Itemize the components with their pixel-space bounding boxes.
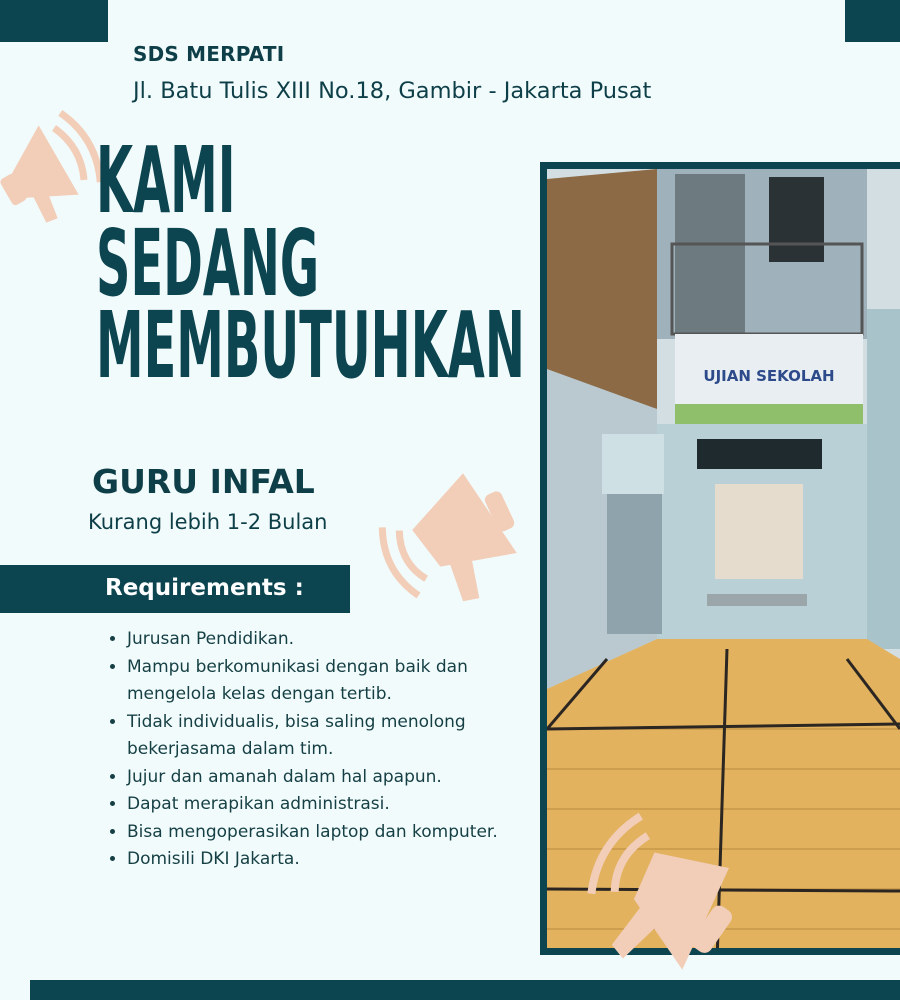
requirements-label: Requirements :: [105, 575, 304, 601]
list-item: • Jurusan Pendidikan.: [127, 626, 507, 654]
list-item: • Bisa mengoperasikan laptop dan komputer.: [127, 819, 507, 847]
headline-line-1: KAMI: [96, 127, 236, 234]
headline-line-2: SEDANG: [96, 210, 320, 317]
requirements-banner: [0, 565, 350, 613]
position-duration: Kurang lebih 1-2 Bulan: [88, 510, 328, 534]
banner-text: UJIAN SEKOLAH: [703, 367, 835, 385]
headline-line-3: MEMBUTUHKAN: [96, 292, 525, 399]
list-item: • Dapat merapikan administrasi.: [127, 791, 507, 819]
list-item: • Mampu berkomunikasi dengan baik dan mengelola kelas dengan tertib.: [127, 654, 507, 709]
school-address: Jl. Batu Tulis XIII No.18, Gambir - Jakarta Pusat: [133, 78, 652, 104]
list-item: • Jujur dan amanah dalam hal apapun.: [127, 764, 507, 792]
corner-bar-top-left: [0, 0, 108, 42]
megaphone-icon: [570, 800, 770, 1000]
school-name: SDS MERPATI: [133, 42, 285, 66]
requirements-list: [105, 626, 507, 874]
corner-bar-top-right: [845, 0, 900, 42]
megaphone-icon: [0, 95, 110, 235]
position-title: GURU INFAL: [92, 462, 315, 501]
megaphone-icon: [370, 465, 530, 615]
list-item: • Domisili DKI Jakarta.: [127, 846, 507, 874]
list-item: • Tidak individualis, bisa saling menolong bekerjasama dalam tim.: [127, 709, 507, 764]
